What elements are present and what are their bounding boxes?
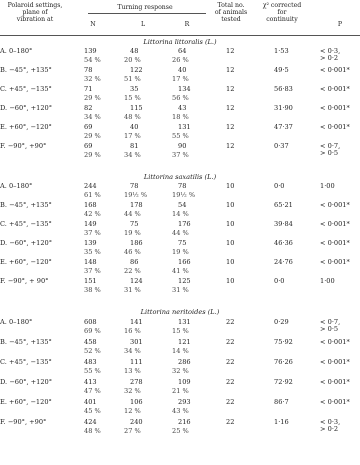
table-header [0, 2, 360, 38]
section-title: Littorina littoralis (L.) [143, 38, 217, 46]
header-rule [88, 13, 206, 14]
header-chi: χ² corrected for continuity [262, 2, 302, 23]
header-setting: Polaroid settings, plane of vibration at [7, 2, 63, 23]
section-title: Littorina saxatilis (L.) [143, 173, 217, 181]
header-l: L [140, 21, 146, 28]
header-turning-response: Turning response [117, 4, 173, 11]
section-title: Littorina neritoides (L.) [140, 308, 220, 316]
header-p: P [337, 21, 343, 28]
header-n: N [90, 21, 96, 28]
header-total: Total no. of animals tested [214, 2, 248, 23]
header-r: R [184, 21, 190, 28]
header-bottom-rule [0, 35, 360, 36]
